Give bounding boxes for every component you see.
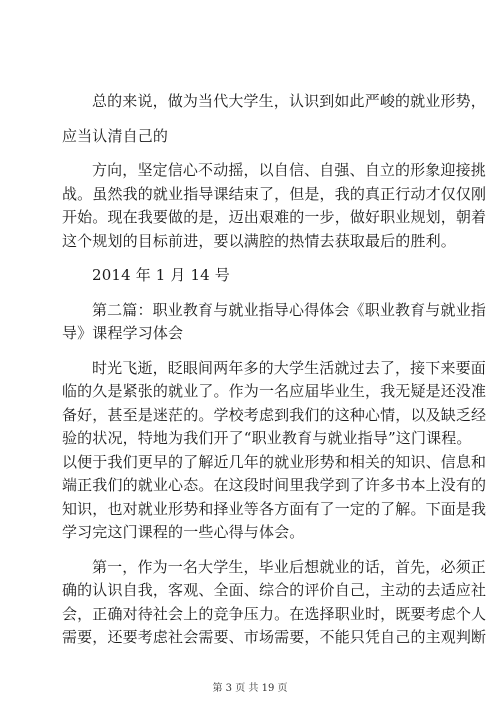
paragraph-line: 需要，还要考虑社会需要、市场需要，不能只凭自己的主观判断 [62,628,487,646]
section-heading: 导》课程学习体会 [62,324,184,342]
paragraph-line: 验的状况，特地为我们开了“职业教育与就业指导”这门课程。 [62,429,472,447]
paragraph-line: 学习完这门课程的一些心得与体会。 [62,523,305,541]
paragraph-line: 备好，甚至是迷茫的。学校考虑到我们的这种心情，以及缺乏经 [62,405,487,424]
paragraph-line: 临的久是紧张的就业了。作为一名应届毕业生，我无疑是还没准 [62,382,487,400]
paragraph-line: 这个规划的目标前进，要以满腔的热情去获取最后的胜利。 [62,231,456,250]
paragraph-line: 应当认清自己的 [62,126,169,145]
date-line: 2014 年 1 月 14 号 [92,266,230,284]
paragraph-line: 时光飞逝，眨眼间两年多的大学生活就过去了，接下来要面 [92,358,486,377]
paragraph-line: 方向，坚定信心不动摇，以自信、自强、自立的形象迎接挑 [92,161,486,179]
paragraph-line: 开始。现在我要做的是，迈出艰难的一步，做好职业规划，朝着 [62,208,487,226]
paragraph-line: 确的认识自我，客观、全面、综合的评价自己，主动的去适应社 [62,581,487,599]
paragraph-line: 第一，作为一名大学生，毕业后想就业的话，首先，必须正 [92,557,486,576]
paragraph-line: 知识，也对就业形势和择业等各方面有了一定的了解。下面是我 [62,499,487,518]
document-body [62,90,487,650]
section-heading: 第二篇：职业教育与就业指导心得体会《职业教育与就业指 [92,300,486,319]
page-number: 第 3 页 共 19 页 [212,683,288,694]
paragraph-line: 端正我们的就业心态。在这段时间里我学到了许多书本上没有的 [62,476,487,494]
paragraph-line: 总的来说，做为当代大学生，认识到如此严峻的就业形势， [92,92,486,110]
paragraph-line: 以便于我们更早的了解近几年的就业形势和相关的知识、信息和 [62,452,487,471]
paragraph-line: 会，正确对待社会上的竞争压力。在选择职业时，既要考虑个人 [62,604,487,623]
paragraph-line: 战。虽然我的就业指导课结束了，但是，我的真正行动才仅仅刚 [62,184,487,203]
